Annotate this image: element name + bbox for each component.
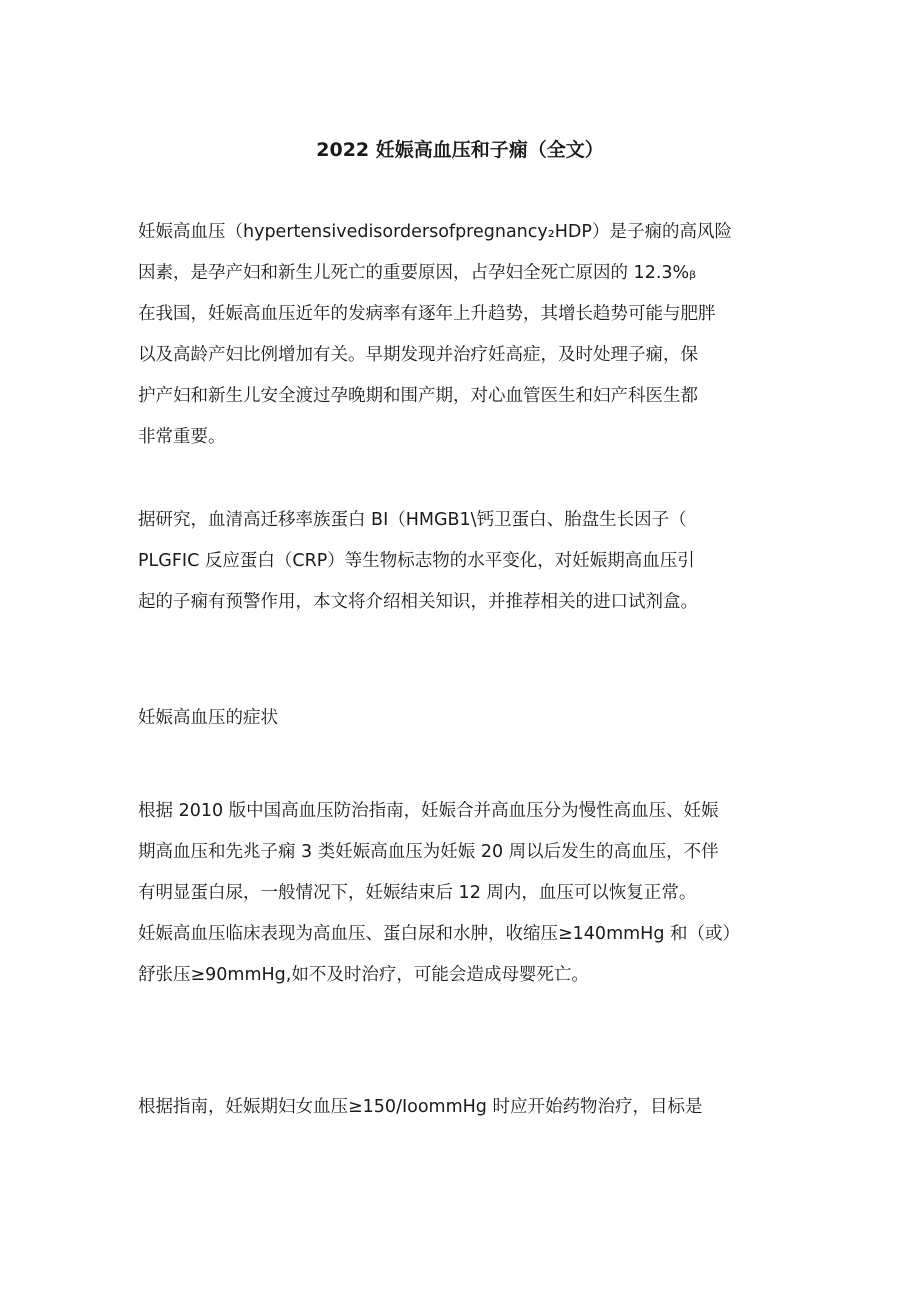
paragraph-line: 期高血压和先兆子痫 3 类妊娠高血压为妊娠 20 周以后发生的高血压，不伴	[138, 842, 719, 862]
paragraph-line: 有明显蛋白尿，一般情况下，妊娠结束后 12 周内，血压可以恢复正常。	[138, 883, 697, 903]
paragraph-line: 非常重要。	[138, 427, 226, 447]
paragraph-line: 妊娠高血压（hypertensivedisordersofpregnancy₂HDP）是子痫的高风险	[138, 222, 732, 242]
paragraph-line: 起的子痫有预警作用，本文将介绍相关知识，并推荐相关的进口试剂盒。	[138, 592, 698, 612]
symptoms-paragraph	[138, 791, 788, 996]
paragraph-line: 在我国，妊娠高血压近年的发病率有逐年上升趋势，其增长趋势可能与肥胖	[138, 304, 716, 324]
intro-paragraph	[138, 212, 788, 458]
paragraph-line: 以及高龄产妇比例增加有关。早期发现并治疗妊高症，及时处理子痫，保	[138, 345, 698, 365]
paragraph-line: 据研究，血清高迁移率族蛋白 BI（HMGB1\钙卫蛋白、胎盘生长因子（	[138, 510, 687, 530]
paragraph-line: 根据 2010 版中国高血压防治指南，妊娠合并高血压分为慢性高血压、妊娠	[138, 801, 719, 821]
biomarker-paragraph	[138, 500, 788, 623]
section-heading: 妊娠高血压的症状	[138, 708, 278, 728]
document-title: 2022 妊娠高血压和子痫（全文）	[316, 138, 604, 161]
paragraph-line: 护产妇和新生儿安全渡过孕晚期和围产期，对心血管医生和妇产科医生都	[138, 386, 698, 406]
paragraph-line: 舒张压≥90mmHg,如不及时治疗，可能会造成母婴死亡。	[138, 965, 589, 985]
paragraph-line: 妊娠高血压临床表现为高血压、蛋白尿和水肿，收缩压≥140mmHg 和（或）	[138, 924, 740, 944]
paragraph-line: 因素，是孕产妇和新生儿死亡的重要原因，占孕妇全死亡原因的 12.3%ᵦ	[138, 263, 697, 283]
paragraph-line: 根据指南，妊娠期妇女血压≥150/IoommHg 时应开始药物治疗，目标是	[138, 1097, 703, 1117]
paragraph-line: PLGFIC 反应蛋白（CRP）等生物标志物的水平变化，对妊娠期高血压引	[138, 551, 695, 571]
guideline-paragraph	[138, 1087, 788, 1128]
